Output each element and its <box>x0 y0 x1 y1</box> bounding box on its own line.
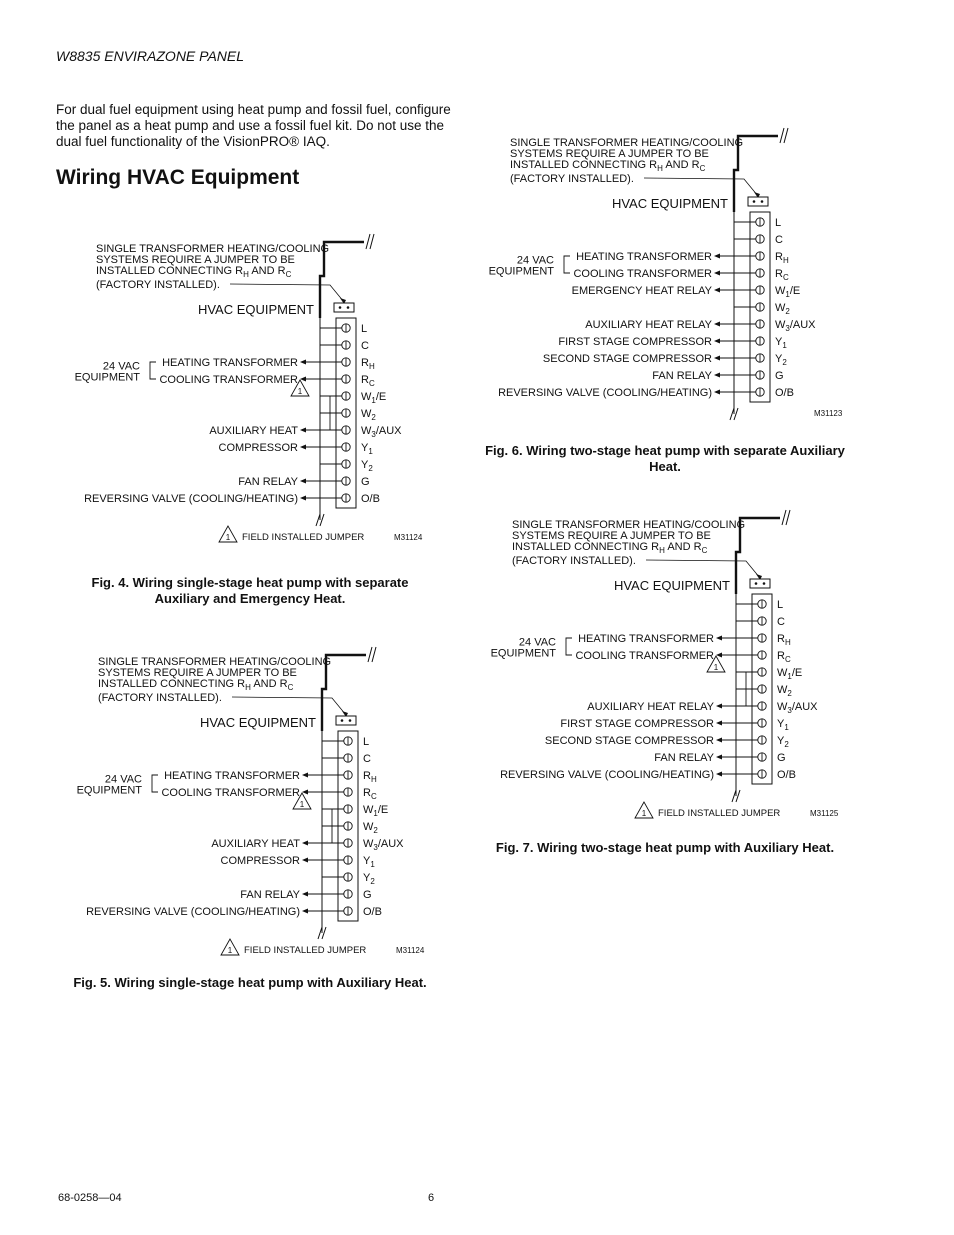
fig6-device-label-8: SECOND STAGE COMPRESSOR <box>542 353 712 365</box>
fig6-wire-arrow-8 <box>714 356 720 361</box>
fig5-jumper-pin-1 <box>341 719 344 722</box>
fig6-terminal-label-3: $R_C$ <box>775 268 789 282</box>
fig5-wire-arrow-2 <box>302 773 308 778</box>
fig5-legend-number: 1 <box>227 946 233 955</box>
fig4-caption-line-1: Fig. 4. Wiring single-stage heat pump with separate <box>91 575 409 590</box>
fig5-vac-line-1: 24 VAC <box>104 773 142 786</box>
footer-doc-number: 68-0258—04 <box>58 1192 122 1204</box>
intro-paragraph: For dual fuel equipment using heat pump and fossil fuel, configure the panel as a heat pump and use a fossil fuel kit. Do not use the dual fuel functionality of the VisionPRO® IAQ. <box>56 102 451 149</box>
fig5-wiring-diagram <box>72 641 452 961</box>
fig6-caption-line-2: Heat. <box>649 459 681 474</box>
fig7-note-line-3 <box>512 541 708 555</box>
fig6-terminal-label-8: $Y_2$ <box>775 353 787 367</box>
fig5-wire-arrow-7 <box>302 858 308 863</box>
fig4-caption <box>60 575 440 607</box>
fig6-terminal-label-10: O/B <box>775 387 794 399</box>
fig6-vac-line-1: 24 VAC <box>516 254 554 267</box>
fig5-terminal-label-10: O/B <box>363 906 382 918</box>
fig4-warning-number: 1 <box>297 387 303 396</box>
fig4-wire-arrow-10 <box>300 496 306 501</box>
fig5-feed-break <box>368 647 376 662</box>
fig5-note-part-0: INSTALLED CONNECTING R <box>98 678 246 690</box>
fig5-vac-bracket <box>152 775 158 792</box>
fig7-terminal-label-4: $W_1/E$ <box>777 667 803 681</box>
fig5-caption <box>40 975 460 991</box>
fig6-caption-line-1: Fig. 6. Wiring two-stage heat pump with separate Auxiliary <box>485 443 845 458</box>
fig7-device-label-10: REVERSING VALVE (COOLING/HEATING) <box>500 769 714 781</box>
fig6-wire-arrow-7 <box>714 339 720 344</box>
fig6-note-leader <box>644 178 758 196</box>
fig4-terminal-label-5: $W_2$ <box>361 408 376 422</box>
fig6-wire-arrow-2 <box>714 254 720 259</box>
fig5-jumper-pin-2 <box>349 719 352 722</box>
fig7-device-label-3: COOLING TRANSFORMER <box>575 650 714 662</box>
fig4-jumper-pin-2 <box>347 306 350 309</box>
fig7-terminal-label-8: $Y_2$ <box>777 735 789 749</box>
fig7-wiring-diagram <box>486 504 866 824</box>
fig7-terminal-label-1: C <box>777 616 785 628</box>
fig6-wire-arrow-6 <box>714 322 720 327</box>
fig5-note-line-2: SYSTEMS REQUIRE A JUMPER TO BE <box>98 667 297 679</box>
fig7-legend-number: 1 <box>641 809 647 818</box>
fig4-legend-number: 1 <box>225 533 231 542</box>
fig4-wire-arrow-6 <box>300 428 306 433</box>
fig6-hvac-label: HVAC EQUIPMENT <box>611 196 728 211</box>
fig5-code: M31124 <box>396 946 425 955</box>
fig4-note-leader <box>230 284 344 302</box>
fig7-vac-line-1: 24 VAC <box>518 636 556 649</box>
fig7-jumper-pin-1 <box>755 582 758 585</box>
fig6-device-label-4: EMERGENCY HEAT RELAY <box>571 285 712 297</box>
fig4-factory-jumper <box>334 303 354 312</box>
section-title: Wiring HVAC Equipment <box>56 166 300 189</box>
fig4-caption-line-2: Auxiliary and Emergency Heat. <box>154 591 346 606</box>
fig5-wire-arrow-10 <box>302 909 308 914</box>
fig6-wire-arrow-3 <box>714 271 720 276</box>
fig7-note-part-1: H <box>659 546 665 555</box>
fig7-wire-arrow-10 <box>716 772 722 777</box>
fig4-vac-line-1: 24 VAC <box>102 360 140 373</box>
fig6-terminal-label-6: $W_3$/AUX <box>775 319 816 333</box>
fig4-note-line-4: (FACTORY INSTALLED). <box>96 279 220 291</box>
fig5-device-label-6: AUXILIARY HEAT <box>211 838 300 850</box>
fig6-note-part-0: INSTALLED CONNECTING R <box>510 159 658 171</box>
fig6-device-label-7: FIRST STAGE COMPRESSOR <box>558 336 712 348</box>
fig6-note-part-2: AND R <box>662 159 700 171</box>
fig6-note-line-1: SINGLE TRANSFORMER HEATING/COOLING <box>510 137 744 149</box>
fig6-terminal-label-2: $R_H$ <box>775 251 789 265</box>
fig7-factory-jumper <box>750 579 770 588</box>
fig7-terminal-label-9: G <box>777 752 786 764</box>
fig4-code: M31124 <box>394 533 423 542</box>
fig4-terminal-label-0: L <box>361 323 368 335</box>
fig4-device-label-10: REVERSING VALVE (COOLING/HEATING) <box>84 493 298 505</box>
fig7-terminal-label-6: $W_3$/AUX <box>777 701 818 715</box>
fig7-caption-line-1: Fig. 7. Wiring two-stage heat pump with Auxiliary Heat. <box>495 840 835 855</box>
fig4-wire-arrow-2 <box>300 360 306 365</box>
fig6-vac-bracket <box>564 256 570 273</box>
fig5-note-leader <box>232 697 346 715</box>
fig7-note-line-4: (FACTORY INSTALLED). <box>512 555 636 567</box>
fig6-terminal-label-7: $Y_1$ <box>775 336 787 350</box>
fig4-hvac-label: HVAC EQUIPMENT <box>197 302 314 317</box>
fig7-note-line-2: SYSTEMS REQUIRE A JUMPER TO BE <box>512 530 711 542</box>
fig7-terminal-label-2: $R_H$ <box>777 633 791 647</box>
fig6-device-label-9: FAN RELAY <box>652 370 712 382</box>
fig5-caption-line-1: Fig. 5. Wiring single-stage heat pump with Auxiliary Heat. <box>73 975 427 990</box>
fig4-terminal-label-7: $Y_1$ <box>361 442 373 456</box>
fig7-legend-text: FIELD INSTALLED JUMPER <box>658 808 781 819</box>
fig5-terminal-label-1: C <box>363 753 371 765</box>
fig4-terminal-label-2: $R_H$ <box>361 357 375 371</box>
fig7-wire-arrow-9 <box>716 755 722 760</box>
fig6-note-part-3: C <box>699 164 706 173</box>
document-header: W8835 ENVIRAZONE PANEL <box>56 48 245 64</box>
fig4-terminal-label-9: G <box>361 476 370 488</box>
fig7-jumper-pin-2 <box>763 582 766 585</box>
fig4-legend-text: FIELD INSTALLED JUMPER <box>242 532 365 543</box>
fig4-device-label-7: COMPRESSOR <box>218 442 298 454</box>
fig5-terminal-label-7: $Y_1$ <box>363 855 375 869</box>
fig7-note-leader <box>646 560 760 578</box>
fig6-terminal-label-1: C <box>775 234 783 246</box>
fig5-warning-number: 1 <box>299 800 305 809</box>
fig6-terminal-label-5: $W_2$ <box>775 302 790 316</box>
fig7-device-label-9: FAN RELAY <box>654 752 714 764</box>
fig6-device-label-3: COOLING TRANSFORMER <box>573 268 712 280</box>
fig5-note-part-3: C <box>287 683 294 692</box>
fig5-wire-arrow-9 <box>302 892 308 897</box>
fig5-terminal-label-3: $R_C$ <box>363 787 377 801</box>
fig6-wire-arrow-4 <box>714 288 720 293</box>
fig5-terminal-label-4: $W_1/E$ <box>363 804 389 818</box>
fig6-device-label-10: REVERSING VALVE (COOLING/HEATING) <box>498 387 712 399</box>
fig7-caption <box>470 840 860 856</box>
fig4-device-label-2: HEATING TRANSFORMER <box>162 357 298 369</box>
fig7-code: M31125 <box>810 809 839 818</box>
fig4-note-part-3: C <box>285 270 292 279</box>
fig7-note-part-0: INSTALLED CONNECTING R <box>512 541 660 553</box>
fig4-terminal-label-8: $Y_2$ <box>361 459 373 473</box>
fig7-hvac-label: HVAC EQUIPMENT <box>613 578 730 593</box>
fig6-note-line-4: (FACTORY INSTALLED). <box>510 173 634 185</box>
fig7-wire-arrow-2 <box>716 636 722 641</box>
fig4-terminal-label-1: C <box>361 340 369 352</box>
fig5-note-line-1: SINGLE TRANSFORMER HEATING/COOLING <box>98 656 332 668</box>
fig6-note-line-2: SYSTEMS REQUIRE A JUMPER TO BE <box>510 148 709 160</box>
fig5-terminal-label-6: $W_3$/AUX <box>363 838 404 852</box>
fig5-device-label-3: COOLING TRANSFORMER <box>161 787 300 799</box>
fig7-note-line-1: SINGLE TRANSFORMER HEATING/COOLING <box>512 519 746 531</box>
fig5-vac-line-2: EQUIPMENT <box>76 784 142 797</box>
fig4-terminal-label-10: O/B <box>361 493 380 505</box>
fig6-wiring-diagram <box>484 122 864 432</box>
fig7-terminal-label-10: O/B <box>777 769 796 781</box>
fig7-note-part-3: C <box>701 546 708 555</box>
fig4-wire-arrow-7 <box>300 445 306 450</box>
fig5-device-label-7: COMPRESSOR <box>220 855 300 867</box>
fig6-factory-jumper <box>748 197 768 206</box>
fig7-wire-arrow-6 <box>716 704 722 709</box>
fig7-vac-line-2: EQUIPMENT <box>490 647 556 660</box>
fig5-note-line-4: (FACTORY INSTALLED). <box>98 692 222 704</box>
fig4-terminal-label-6: $W_3$/AUX <box>361 425 402 439</box>
fig6-caption <box>470 443 860 475</box>
fig5-terminal-label-9: G <box>363 889 372 901</box>
fig6-terminal-label-4: $W_1/E$ <box>775 285 801 299</box>
fig6-device-label-2: HEATING TRANSFORMER <box>576 251 712 263</box>
fig5-terminal-label-2: $R_H$ <box>363 770 377 784</box>
fig7-terminal-label-3: $R_C$ <box>777 650 791 664</box>
fig6-device-label-6: AUXILIARY HEAT RELAY <box>585 319 712 331</box>
fig6-wire-arrow-10 <box>714 390 720 395</box>
fig4-terminal-label-3: $R_C$ <box>361 374 375 388</box>
fig4-note-part-2: AND R <box>248 265 286 277</box>
fig4-device-label-6: AUXILIARY HEAT <box>209 425 298 437</box>
fig7-note-part-2: AND R <box>664 541 702 553</box>
fig5-terminal-label-5: $W_2$ <box>363 821 378 835</box>
fig4-wiring-diagram <box>70 228 450 548</box>
fig7-terminal-label-0: L <box>777 599 784 611</box>
fig4-terminal-label-4: $W_1/E$ <box>361 391 387 405</box>
fig4-note-part-1: H <box>243 270 249 279</box>
fig5-device-label-10: REVERSING VALVE (COOLING/HEATING) <box>86 906 300 918</box>
fig4-device-label-3: COOLING TRANSFORMER <box>159 374 298 386</box>
fig6-wire-arrow-9 <box>714 373 720 378</box>
fig7-wire-arrow-8 <box>716 738 722 743</box>
fig7-device-label-2: HEATING TRANSFORMER <box>578 633 714 645</box>
fig4-note-line-3 <box>96 265 292 279</box>
fig4-note-part-0: INSTALLED CONNECTING R <box>96 265 244 277</box>
fig5-note-part-1: H <box>245 683 251 692</box>
fig7-feed-break <box>782 510 790 525</box>
fig6-note-line-3 <box>510 159 706 173</box>
fig6-terminal-label-9: G <box>775 370 784 382</box>
fig4-vac-bracket <box>150 362 156 379</box>
fig7-device-label-6: AUXILIARY HEAT RELAY <box>587 701 714 713</box>
fig6-jumper-pin-2 <box>761 200 764 203</box>
fig6-vac-line-2: EQUIPMENT <box>488 265 554 278</box>
fig5-hvac-label: HVAC EQUIPMENT <box>199 715 316 730</box>
fig5-legend-text: FIELD INSTALLED JUMPER <box>244 945 367 956</box>
fig7-device-label-8: SECOND STAGE COMPRESSOR <box>544 735 714 747</box>
fig7-wire-arrow-7 <box>716 721 722 726</box>
fig5-device-label-2: HEATING TRANSFORMER <box>164 770 300 782</box>
fig6-code: M31123 <box>814 409 843 418</box>
fig6-terminal-label-0: L <box>775 217 782 229</box>
fig6-note-part-1: H <box>657 164 663 173</box>
fig5-note-line-3 <box>98 678 294 692</box>
fig7-warning-number: 1 <box>713 663 719 672</box>
fig6-jumper-pin-1 <box>753 200 756 203</box>
fig7-terminal-label-7: $Y_1$ <box>777 718 789 732</box>
fig7-vac-bracket <box>566 638 572 655</box>
fig5-terminal-label-8: $Y_2$ <box>363 872 375 886</box>
fig4-device-label-9: FAN RELAY <box>238 476 298 488</box>
fig4-vac-line-2: EQUIPMENT <box>74 371 140 384</box>
fig5-terminal-label-0: L <box>363 736 370 748</box>
fig7-terminal-label-5: $W_2$ <box>777 684 792 698</box>
footer-page-number: 6 <box>428 1192 435 1204</box>
fig5-factory-jumper <box>336 716 356 725</box>
fig5-wire-arrow-6 <box>302 841 308 846</box>
fig5-device-label-9: FAN RELAY <box>240 889 300 901</box>
fig5-note-part-2: AND R <box>250 678 288 690</box>
fig4-note-line-2: SYSTEMS REQUIRE A JUMPER TO BE <box>96 254 295 266</box>
fig4-feed-break <box>366 234 374 249</box>
fig6-feed-break <box>780 128 788 143</box>
fig4-note-line-1: SINGLE TRANSFORMER HEATING/COOLING <box>96 243 330 255</box>
fig4-jumper-pin-1 <box>339 306 342 309</box>
fig7-device-label-7: FIRST STAGE COMPRESSOR <box>560 718 714 730</box>
fig4-wire-arrow-9 <box>300 479 306 484</box>
